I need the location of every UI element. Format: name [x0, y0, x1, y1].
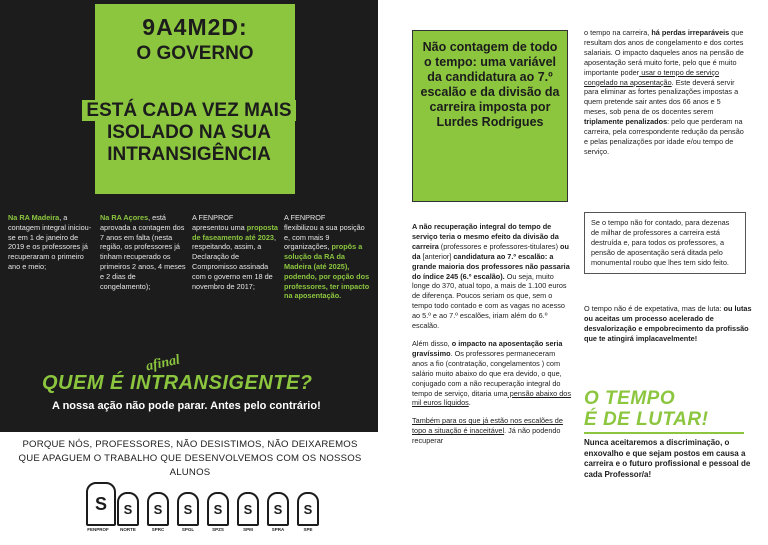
green-callout-text: Não contagem de todo o tempo: uma variável da candidatura ao 7.º escalão e da divisão da carreira imposta por Lurdes Rodrigues	[420, 40, 560, 129]
column-acores: Na RA Açores, está aprovada a contagem dos 7 anos em falta (nesta região, os professores já tinham recuperado os primeiros 2 anos, 4 meses e 2 dias de congelamento);	[100, 213, 186, 291]
logo-spgl: S SPGL	[176, 492, 200, 533]
paragraph-retirement: Além disso, o impacto na aposentação seria gravíssimo. Os professores permaneceram anos a fio (contratação, congelamentos ) com salário muito abaixo do que era devido, o que, conjugado com a não recuperação integral do tempo de serviço, ditaria uma pensão abaixo dos mil euros líquidos.	[412, 338, 572, 408]
headline-line-3: ISOLADO NA SUA	[103, 122, 275, 143]
headline-line-1: O GOVERNO	[136, 43, 254, 64]
right-column-text: o tempo na carreira, há perdas irreparáveis que resultam dos anos de congelamento e dos cortes salariais. O impacto daqueles anos na pensão de aposentação será muito forte, pelo que é muito importante poder usar o tempo de serviço congelado na aposentação. Este deverá servir para eliminar as fortes penalizações impostas a quem pretende sair antes dos 66 anos e 5 meses, sob pena de os docentes serem triplamente penalizados: pelo que perderam na carreira, pela correspondente redução da pensão e pelas penalizações por idade e/ou tempo de serviço.	[584, 28, 744, 156]
headline-code: 9A4M2D:	[142, 14, 248, 40]
middle-column	[412, 222, 572, 454]
headline-wide	[70, 100, 308, 166]
info-columns	[8, 213, 374, 301]
question-title: QUEM É INTRANSIGENTE?	[42, 372, 313, 394]
slogan: O TEMPO É DE LUTAR!	[584, 388, 709, 430]
left-panel	[0, 0, 378, 545]
logo-spe: S SPE	[296, 492, 320, 533]
logo-fenprof: S FENPROF	[86, 482, 110, 533]
green-divider	[584, 432, 744, 434]
paragraph-career: A não recuperação integral do tempo de serviço teria o mesmo efeito da divisão da carreira (professores e professores-titulares) ou da [anterior] candidatura ao 7.º escalão: a grande maioria dos professores não passaria do índice 245 (6.º escalão). Ou seja, muito longe do 370, atual topo, a mais de 1.100 euros de diferença. Poucos seriam os que, sem o tempo todo contado e com as vagas no acesso ao 5.º e ao 7.º escalões, iriam além do 6.º escalão.	[412, 222, 570, 331]
quote-box: Se o tempo não for contado, para dezenas de milhar de professores a carreira está destruída e, para todos os professores, a pensão de aposentação será ditada pelo monumental roubo que lhes tem sido feito.	[584, 212, 746, 274]
paragraph-top-levels: Também para os que já estão nos escalões de topo a situação é inaceitável. Já não podendo recuperar	[412, 416, 563, 446]
headline-line-4: INTRANSIGÊNCIA	[103, 144, 275, 165]
question-subtitle: A nossa ação não pode parar. Antes pelo contrário!	[52, 400, 321, 412]
headline-line-2: ESTÁ CADA VEZ MAIS	[82, 100, 295, 121]
column-fenprof-flexibility: A FENPROF flexibilizou a sua posição e, com mais 9 organizações, propôs a solução da RA da Madeira (até 2025), podendo, por opção dos professores, ter impacto na aposentação.	[284, 213, 370, 301]
green-callout	[412, 30, 568, 202]
column-madeira: Na RA Madeira, a contagem integral iniciou-se em 1 de janeiro de 2019 e os professores já recuperaram o primeiro ano e meio;	[8, 213, 92, 271]
logo-spra: S SPRA	[266, 492, 290, 533]
column-fenprof-proposal: A FENPROF apresentou uma proposta de faseamento até 2023, respeitando, assim, a Declaração de Compromisso assinada com o governo em 18 de novembro de 2017;	[192, 213, 278, 291]
logo-sprc: S SPRC	[146, 492, 170, 533]
logo-norte: S NORTE	[116, 492, 140, 533]
struggle-paragraph: O tempo não é de expetativa, mas de luta: ou lutas ou aceitas um processo acelerado de desvalorização e empobrecimento da profissão que te atingirá implacavelmente!	[584, 304, 752, 343]
afinal-handwritten: afinal	[144, 352, 182, 375]
union-logos	[86, 482, 320, 533]
logo-spzs: S SPZS	[206, 492, 230, 533]
tagline: PORQUE NÓS, PROFESSORES, NÃO DESISTIMOS, NÃO DEIXAREMOS QUE APAGUEM O TRABALHO QUE DESENVOLVEMOS COM OS NOSSOS ALUNOS	[18, 439, 362, 478]
logo-spm: S SPM	[236, 492, 260, 533]
right-panel	[390, 0, 768, 545]
closing-statement: Nunca aceitaremos a discriminação, o enxovalho e que sejam postos em causa a carreira e o futuro profissional e pessoal de cada Professor/a!	[584, 438, 751, 479]
